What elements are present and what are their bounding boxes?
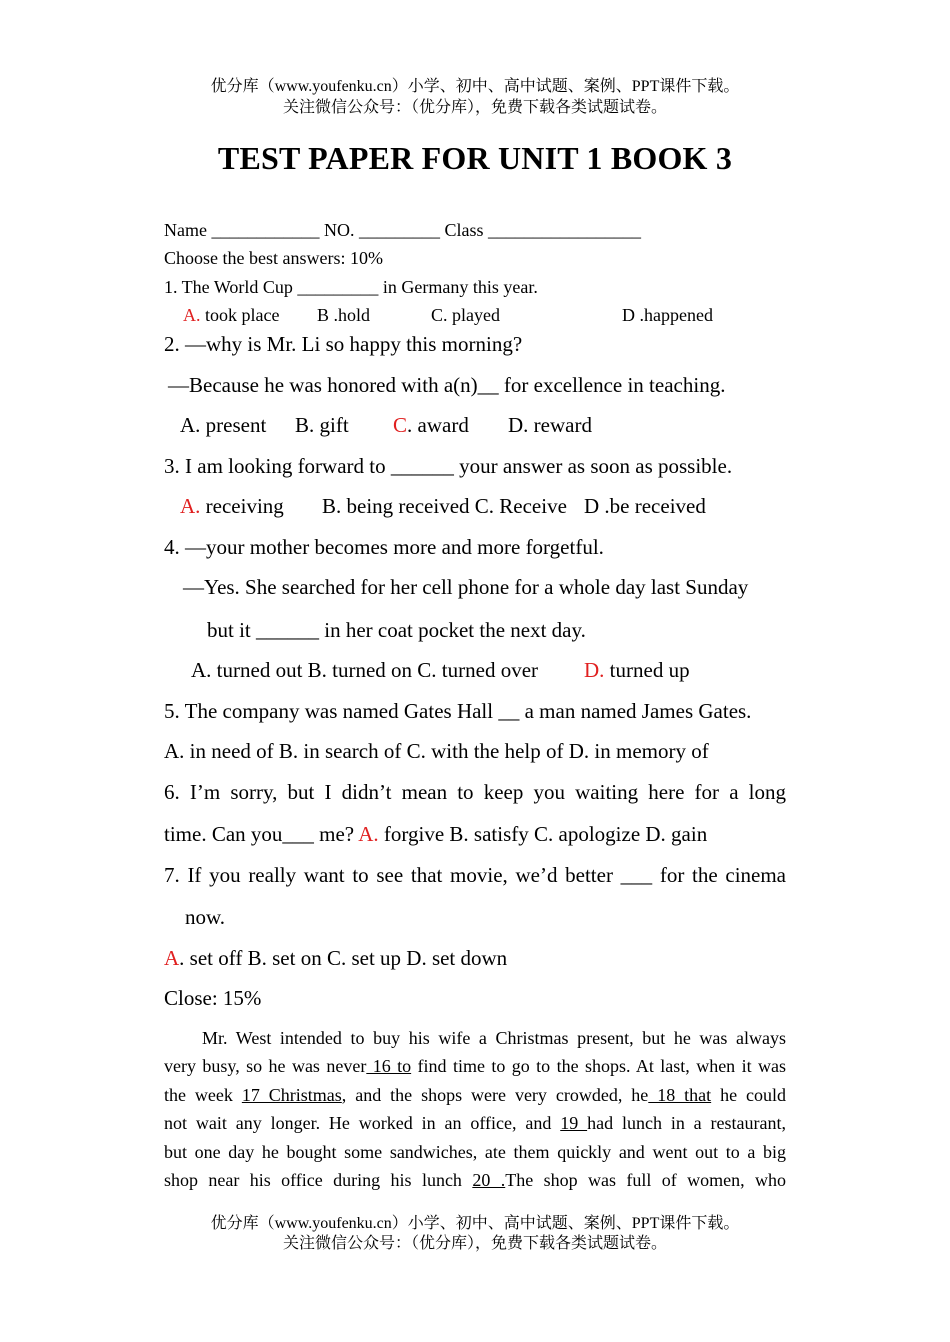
answer-marker: A. [358, 822, 379, 846]
question-6-line-2: time. Can you___ me? A. forgive B. satisfy C. apologize D. gain [164, 822, 708, 846]
option-d: D .happened [622, 305, 713, 325]
answer-marker: D. [584, 658, 605, 682]
option-a: A. receiving [180, 494, 284, 518]
blank-16: 16 to [366, 1056, 412, 1076]
question-4-stem: 4. —your mother becomes more and more forgetful. [164, 535, 604, 559]
header-line-1: 优分库（www.youfenku.cn）小学、初中、高中试题、案例、PPT课件下载。 [210, 78, 740, 95]
option-b-c: B. being received C. Receive [322, 494, 567, 518]
question-2-line-2: —Because he was honored with a(n)__ for excellence in teaching. [168, 373, 726, 397]
question-5-options: A. in need of B. in search of C. with the help of D. in memory of [164, 739, 709, 763]
option-a: A. present [180, 413, 267, 437]
page-title: TEST PAPER FOR UNIT 1 BOOK 3 [217, 140, 733, 176]
question-7-options: A. set off B. set on C. set up D. set down [164, 946, 508, 970]
blank-20: 20 . [472, 1170, 506, 1190]
question-1-stem: 1. The World Cup _________ in Germany this year. [164, 277, 538, 297]
answer-marker: A [164, 946, 180, 970]
question-2-stem: 2. —why is Mr. Li so happy this morning? [164, 332, 523, 356]
question-3-stem: 3. I am looking forward to ______ your answer as soon as possible. [164, 454, 733, 478]
passage-line-6: shop near his office during his lunch 20 .The shop was full of women, who [164, 1170, 786, 1190]
answer-marker: A. [183, 305, 201, 325]
section-choice-heading: Choose the best answers: 10% [164, 248, 383, 268]
option-c: C. played [431, 305, 500, 325]
passage-line-3: the week 17 Christmas, and the shops were very crowded, he 18 that he could [164, 1085, 786, 1105]
passage-line-4: not wait any longer. He worked in an office, and 19 had lunch in a restaurant, [164, 1113, 787, 1133]
passage-line-2: very busy, so he was never 16 to find time to go to the shops. At last, when it was [164, 1056, 786, 1076]
answer-marker: C [393, 413, 408, 437]
option-b: B. gift [295, 413, 349, 437]
blank-19: 19 [560, 1113, 588, 1133]
question-4-line-3: but it ______ in her coat pocket the next day. [207, 618, 586, 642]
question-6-line-1: 6. I’m sorry, but I didn’t mean to keep you waiting here for a long [164, 780, 786, 804]
question-5-stem: 5. The company was named Gates Hall __ a man named James Gates. [164, 699, 752, 723]
option-d: D. turned up [584, 658, 690, 682]
blank-18: 18 that [648, 1085, 712, 1105]
question-4-options: A. turned out B. turned on C. turned over [191, 658, 539, 682]
question-1-options [183, 305, 279, 326]
answer-marker: A. [180, 494, 201, 518]
question-7-line-1: 7. If you really want to see that movie, we’d better ___ for the cinema [164, 863, 786, 887]
student-info-line: Name ____________ NO. _________ Class _________________ [164, 220, 641, 240]
footer-line-1: 优分库（www.youfenku.cn）小学、初中、高中试题、案例、PPT课件下载。 [210, 1215, 740, 1232]
header-line-2: 关注微信公众号：（优分库），免费下载各类试题试卷。 [282, 99, 667, 116]
section-cloze-heading: Close: 15% [164, 986, 262, 1010]
blank-17: 17 Christmas [241, 1085, 342, 1105]
option-a: took place [200, 305, 280, 325]
option-d: D. reward [508, 413, 592, 437]
option-b: B .hold [317, 305, 371, 325]
option-c: C. award [393, 413, 469, 437]
passage-line-5: but one day he bought some sandwiches, ate them quickly and went out to a big [164, 1142, 786, 1162]
passage-line-1: Mr. West intended to buy his wife a Christmas present, but he was always [202, 1028, 786, 1048]
footer-line-2: 关注微信公众号：（优分库），免费下载各类试题试卷。 [282, 1235, 667, 1252]
question-7-line-2: now. [185, 905, 226, 929]
option-d: D .be received [584, 494, 706, 518]
question-4-line-2: —Yes. She searched for her cell phone for a whole day last Sunday [183, 575, 749, 599]
